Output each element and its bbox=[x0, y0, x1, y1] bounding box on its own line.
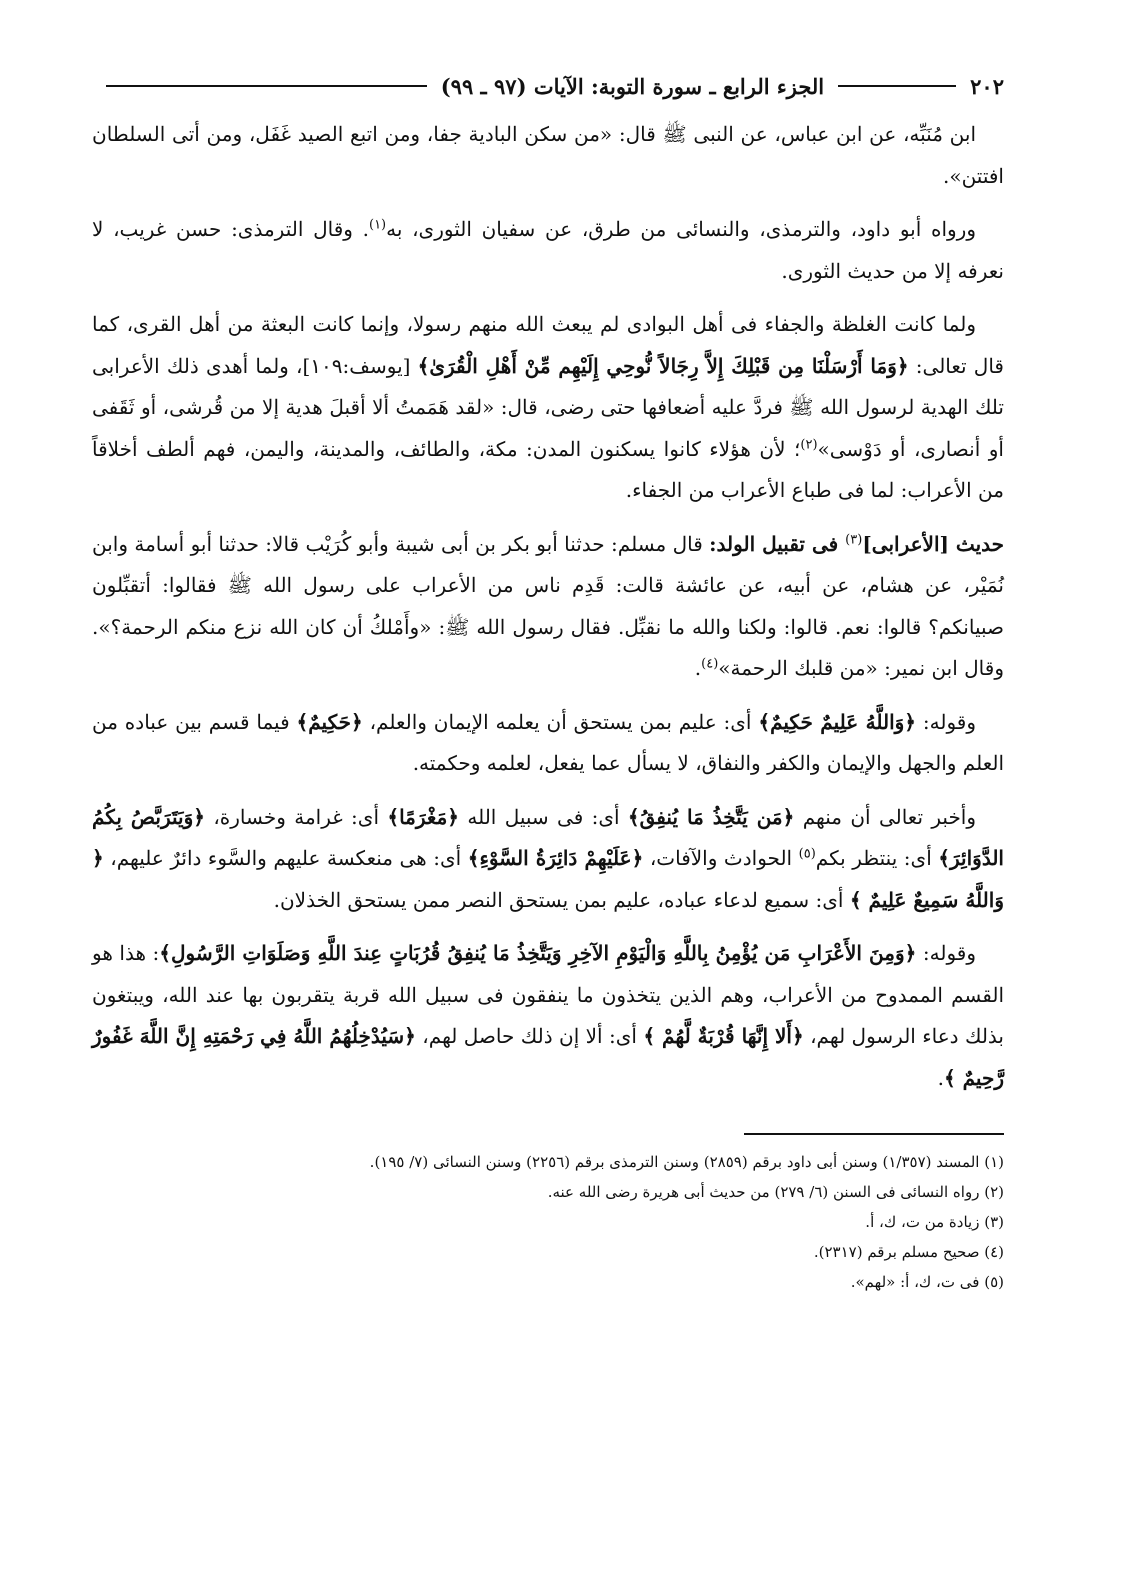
text-segment: ؛ لأن هؤلاء كانوا يسكنون المدن: مكة، والطائف، والمدينة، واليمن، فهم ألطف أخلاقاً من الأعراب: لما فى طباع الأعراب من الجفاء. bbox=[92, 436, 1004, 502]
footnotes bbox=[92, 1147, 1004, 1297]
footnote-reference: (٣) bbox=[845, 531, 863, 547]
text-segment: ورواه أبو داود، والترمذى، والنسائى من طرق، عن سفيان الثورى، به bbox=[386, 217, 976, 241]
text-segment: وقوله: bbox=[916, 709, 977, 734]
text-segment: وقوله: bbox=[916, 941, 977, 965]
quran-verse: ﴿سَيُدْخِلُهُمُ اللَّهُ فِي رَحْمَتِهِ إِنَّ اللَّهَ غَفُورٌ رَّحِيمٌ ﴾ bbox=[92, 1024, 1004, 1090]
text-segment: : هذا هو القسم الممدوح من الأعراب، وهم الذين يتخذون ما ينفقون فى سبيل الله قربة يتقربون بها عند الله، ويبتغون بذلك دعاء الرسول لهم، bbox=[92, 941, 1004, 1048]
text-segment: . bbox=[937, 1065, 944, 1090]
footnote-separator bbox=[744, 1133, 1004, 1135]
footnote-reference: (٢) bbox=[800, 436, 818, 452]
quran-verse: ﴿عَلَيْهِمْ دَائِرَةُ السَّوْءِ﴾ bbox=[467, 846, 644, 870]
text-segment: قال مسلم: حدثنا أبو بكر بن أبى شيبة وأبو كُرَيْب قالا: حدثنا أبو أسامة وابن نُمَيْر، عن هشام، عن أبيه، عن عائشة قالت: قَدِم ناس من الأعراب على رسول الله ﷺ فقالوا: أتقبِّلون صبيانكم؟ قالوا: نعم. قالوا: ولكنا والله ما نقبِّل. فقال رسول الله ﷺ: «وأَمْلكُ أن كان الله نزع منكم الرحمة؟». وقال ابن نمير: «من قلبك الرحمة» bbox=[92, 531, 1004, 680]
footnote: (٣) زيادة من ت، ك، أ. bbox=[865, 1213, 1004, 1231]
text-segment: أى: ينتظر بكم bbox=[815, 846, 939, 870]
footnote-reference: (٥) bbox=[798, 846, 816, 862]
text-segment: ابن مُنَبِّه، عن ابن عباس، عن النبى ﷺ قال: «من سكن البادية جفا، ومن اتبع الصيد غَفَل، ومن أتى السلطان افتتن». bbox=[92, 122, 1004, 188]
text-segment: ولما كانت الغلظة والجفاء فى أهل البوادى لم يبعث الله منهم رسولا، وإنما كانت البعثة من أهل القرى، كما قال تعالى: bbox=[92, 312, 1004, 378]
paragraph bbox=[92, 304, 1004, 512]
text-segment: . وقال الترمذى: حسن غريب، لا نعرفه إلا من حديث الثورى. bbox=[92, 217, 1004, 283]
footnote: (٤) صحيح مسلم برقم (٢٣١٧). bbox=[813, 1243, 1004, 1261]
header-rule bbox=[106, 85, 427, 87]
paragraph bbox=[92, 114, 1004, 197]
quran-verse: ﴿حَكِيمٌ﴾ bbox=[296, 709, 363, 734]
running-header bbox=[92, 68, 1004, 104]
quran-verse: ﴿ وَاللَّهُ سَمِيعٌ عَلِيمٌ ﴾ bbox=[92, 846, 1004, 912]
text-segment: أى: سميع لدعاء عباده، عليم بمن يستحق النصر ممن يستحق الخذلان. bbox=[273, 887, 850, 912]
text-segment: الحوادث والآفات، bbox=[643, 846, 799, 870]
footnote: (٥) فى ت، ك، أ: «لهم». bbox=[850, 1273, 1004, 1291]
section-heading: فى تقبيل الولد: bbox=[709, 531, 846, 556]
quran-verse: ﴿أَلا إِنَّهَا قُرْبَةٌ لَّهُمْ ﴾ bbox=[643, 1024, 804, 1048]
text-segment: فيما قسم بين عباده من العلم والجهل والإيمان والكفر والنفاق، لا يسأل عما يفعل، لعلمه وحكمته. bbox=[92, 709, 1004, 775]
page-number: ٢٠٢ bbox=[970, 73, 1004, 99]
quran-verse: ﴿وَاللَّهُ عَلِيمٌ حَكِيمٌ﴾ bbox=[758, 709, 917, 734]
body-text bbox=[92, 114, 1004, 1099]
section-heading: حديث [الأعرابى] bbox=[862, 531, 1004, 556]
quran-verse: ﴿وَمِنَ الأَعْرَابِ مَن يُؤْمِنُ بِاللَّهِ وَالْيَوْمِ الآخِرِ وَيَتَّخِذُ مَا يُنفِقُ قُرُبَاتٍ عِندَ اللَّهِ وَصَلَوَاتِ الرَّسُولِ﴾ bbox=[159, 941, 917, 965]
quran-verse: ﴿وَمَا أَرْسَلْنَا مِن قَبْلِكَ إِلاَّ رِجَالاً نُّوحِي إِلَيْهِم مِّنْ أَهْلِ الْقُرَىٰ﴾ bbox=[417, 353, 909, 378]
text-segment: أى: فى سبيل الله bbox=[459, 804, 628, 829]
text-segment: وأخبر تعالى أن منهم bbox=[794, 804, 977, 829]
paragraph bbox=[92, 933, 1004, 1099]
quran-verse: ﴿وَيَتَرَبَّصُ بِكُمُ الدَّوَائِرَ﴾ bbox=[92, 804, 1004, 870]
footnote-reference: (٤) bbox=[701, 656, 719, 672]
text-segment: أى: غرامة وخسارة، bbox=[204, 804, 388, 829]
paragraph bbox=[92, 797, 1004, 922]
text-segment: . bbox=[694, 656, 702, 680]
footnote: (١) المسند (١/٣٥٧) وسنن أبى داود برقم (٢٨٥٩) وسنن الترمذى برقم (٢٢٥٦) وسنن النسائى (٧/ ١٩٥). bbox=[369, 1153, 1004, 1171]
paragraph bbox=[92, 524, 1004, 690]
quran-verse: ﴿مَغْرَمًا﴾ bbox=[387, 804, 459, 829]
header-rule-short bbox=[838, 85, 956, 87]
text-segment: أى: عليم بمن يستحق أن يعلمه الإيمان والعلم، bbox=[362, 709, 759, 734]
paragraph bbox=[92, 209, 1004, 292]
text-segment: أى: ألا إن ذلك حاصل لهم، bbox=[415, 1024, 644, 1048]
footnote: (٢) رواه النسائى فى السنن (٦/ ٢٧٩) من حديث أبى هريرة رضى الله عنه. bbox=[547, 1183, 1004, 1201]
footnote-reference: (١) bbox=[368, 217, 387, 233]
paragraph bbox=[92, 702, 1004, 785]
running-title: الجزء الرابع ـ سورة التوبة: الآيات (٩٧ ـ ٩٩) bbox=[440, 73, 825, 99]
quran-verse: ﴿مَن يَتَّخِذُ مَا يُنفِقُ﴾ bbox=[627, 804, 795, 829]
text-segment: أى: هى منعكسة عليهم والسَّوء دائرٌ عليهم، bbox=[103, 846, 468, 870]
text-segment: [يوسف:١٠٩]، ولما أهدى ذلك الأعرابى تلك الهدية لرسول الله ﷺ فردَّ عليه أضعافها حتى رضى، قال: «لقد هَمَمتُ ألا أقبلَ هدية إلا من قُرشى، أو ثَقَفى أو أنصارى، أو دَوْسى» bbox=[92, 353, 1004, 461]
